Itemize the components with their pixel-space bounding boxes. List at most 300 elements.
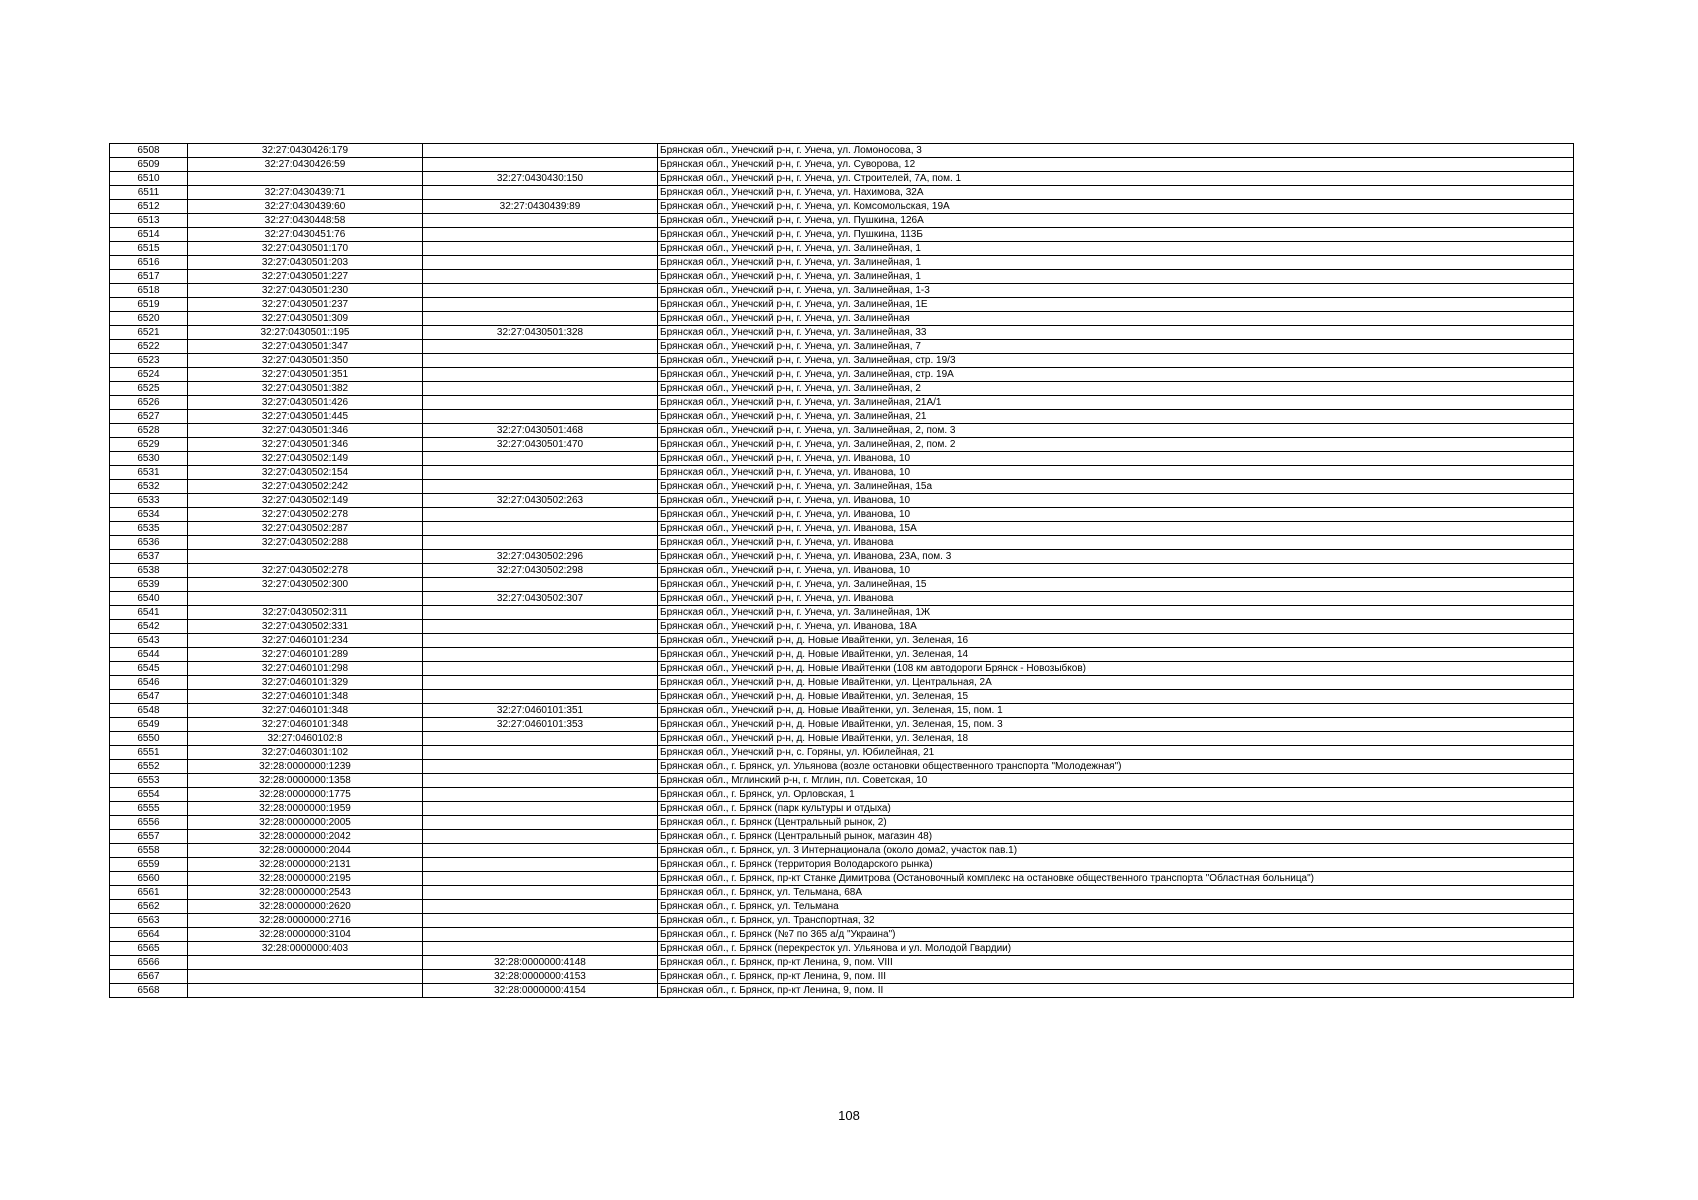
table-row: [110, 480, 1574, 494]
premises-cadastral-number-cell: [423, 452, 658, 466]
address-cell: Брянская обл., г. Брянск (перекресток ул. Ульянова и ул. Молодой Гвардии): [658, 942, 1574, 956]
table-row: [110, 214, 1574, 228]
cadastral-number-cell: 32:27:0430448:58: [188, 214, 423, 228]
premises-cadastral-number-cell: [423, 508, 658, 522]
premises-cadastral-number-cell: [423, 900, 658, 914]
address-cell: Брянская обл., Унечский р-н, г. Унеча, ул. Залинейная, стр. 19А: [658, 368, 1574, 382]
address-cell: Брянская обл., г. Брянск, ул. Тельмана: [658, 900, 1574, 914]
cadastral-number-cell: 32:27:0430501:237: [188, 298, 423, 312]
premises-cadastral-number-cell: [423, 760, 658, 774]
address-cell: Брянская обл., Унечский р-н, г. Унеча, ул. Нахимова, 32А: [658, 186, 1574, 200]
table-row: [110, 592, 1574, 606]
row-number-cell: 6548: [110, 704, 188, 718]
address-cell: Брянская обл., Унечский р-н, г. Унеча, ул. Пушкина, 113Б: [658, 228, 1574, 242]
premises-cadastral-number-cell: 32:27:0430501:328: [423, 326, 658, 340]
row-number-cell: 6550: [110, 732, 188, 746]
table-row: [110, 438, 1574, 452]
address-cell: Брянская обл., Унечский р-н, г. Унеча, ул. Залинейная, стр. 19/3: [658, 354, 1574, 368]
cadastral-number-cell: 32:27:0430501:350: [188, 354, 423, 368]
cadastral-number-cell: 32:28:0000000:3104: [188, 928, 423, 942]
row-number-cell: 6512: [110, 200, 188, 214]
row-number-cell: 6516: [110, 256, 188, 270]
premises-cadastral-number-cell: [423, 368, 658, 382]
row-number-cell: 6533: [110, 494, 188, 508]
registry-table: [109, 143, 1574, 998]
row-number-cell: 6524: [110, 368, 188, 382]
row-number-cell: 6547: [110, 690, 188, 704]
table-row: [110, 564, 1574, 578]
premises-cadastral-number-cell: [423, 802, 658, 816]
address-cell: Брянская обл., г. Брянск, ул. Тельмана, 68А: [658, 886, 1574, 900]
cadastral-number-cell: 32:28:0000000:403: [188, 942, 423, 956]
table-row: [110, 172, 1574, 186]
premises-cadastral-number-cell: [423, 872, 658, 886]
cadastral-number-cell: 32:28:0000000:2543: [188, 886, 423, 900]
row-number-cell: 6510: [110, 172, 188, 186]
premises-cadastral-number-cell: [423, 732, 658, 746]
address-cell: Брянская обл., Унечский р-н, с. Горяны, ул. Юбилейная, 21: [658, 746, 1574, 760]
address-cell: Брянская обл., Унечский р-н, г. Унеча, ул. Строителей, 7А, пом. 1: [658, 172, 1574, 186]
premises-cadastral-number-cell: 32:27:0430502:296: [423, 550, 658, 564]
table-row: [110, 550, 1574, 564]
table-row: [110, 494, 1574, 508]
premises-cadastral-number-cell: [423, 284, 658, 298]
premises-cadastral-number-cell: [423, 648, 658, 662]
cadastral-number-cell: 32:28:0000000:2195: [188, 872, 423, 886]
address-cell: Брянская обл., Унечский р-н, г. Унеча, ул. Иванова, 10: [658, 508, 1574, 522]
row-number-cell: 6534: [110, 508, 188, 522]
address-cell: Брянская обл., Унечский р-н, г. Унеча, ул. Иванова, 15А: [658, 522, 1574, 536]
address-cell: Брянская обл., Унечский р-н, г. Унеча, ул. Залинейная, 21: [658, 410, 1574, 424]
cadastral-number-cell: 32:27:0430501:203: [188, 256, 423, 270]
row-number-cell: 6526: [110, 396, 188, 410]
table-row: [110, 228, 1574, 242]
premises-cadastral-number-cell: [423, 676, 658, 690]
table-row: [110, 312, 1574, 326]
cadastral-number-cell: 32:28:0000000:1959: [188, 802, 423, 816]
premises-cadastral-number-cell: 32:27:0430439:89: [423, 200, 658, 214]
row-number-cell: 6558: [110, 844, 188, 858]
cadastral-number-cell: 32:27:0460101:348: [188, 718, 423, 732]
row-number-cell: 6525: [110, 382, 188, 396]
premises-cadastral-number-cell: [423, 578, 658, 592]
table-row: [110, 424, 1574, 438]
premises-cadastral-number-cell: [423, 634, 658, 648]
cadastral-number-cell: 32:27:0430501:309: [188, 312, 423, 326]
premises-cadastral-number-cell: [423, 270, 658, 284]
table-row: [110, 396, 1574, 410]
row-number-cell: 6562: [110, 900, 188, 914]
address-cell: Брянская обл., Унечский р-н, г. Унеча, ул. Залинейная, 1: [658, 270, 1574, 284]
row-number-cell: 6509: [110, 158, 188, 172]
cadastral-number-cell: 32:27:0430501:170: [188, 242, 423, 256]
address-cell: Брянская обл., Мглинский р-н, г. Мглин, пл. Советская, 10: [658, 774, 1574, 788]
table-row: [110, 690, 1574, 704]
row-number-cell: 6513: [110, 214, 188, 228]
row-number-cell: 6543: [110, 634, 188, 648]
table-row: [110, 914, 1574, 928]
address-cell: Брянская обл., Унечский р-н, г. Унеча, ул. Иванова, 10: [658, 452, 1574, 466]
cadastral-number-cell: 32:27:0430501:346: [188, 438, 423, 452]
table-row: [110, 382, 1574, 396]
table-row: [110, 830, 1574, 844]
row-number-cell: 6564: [110, 928, 188, 942]
premises-cadastral-number-cell: [423, 144, 658, 158]
cadastral-number-cell: 32:27:0430439:60: [188, 200, 423, 214]
table-row: [110, 158, 1574, 172]
cadastral-number-cell: 32:27:0430501::195: [188, 326, 423, 340]
address-cell: Брянская обл., Унечский р-н, д. Новые Ивайтенки, ул. Зеленая, 14: [658, 648, 1574, 662]
address-cell: Брянская обл., г. Брянск (территория Володарского рынка): [658, 858, 1574, 872]
table-row: [110, 956, 1574, 970]
row-number-cell: 6554: [110, 788, 188, 802]
table-row: [110, 242, 1574, 256]
address-cell: Брянская обл., г. Брянск, ул. Ульянова (возле остановки общественного транспорта "Молодежная"): [658, 760, 1574, 774]
row-number-cell: 6536: [110, 536, 188, 550]
premises-cadastral-number-cell: [423, 886, 658, 900]
address-cell: Брянская обл., Унечский р-н, г. Унеча, ул. Залинейная, 1-3: [658, 284, 1574, 298]
table-row: [110, 452, 1574, 466]
premises-cadastral-number-cell: 32:28:0000000:4154: [423, 984, 658, 998]
premises-cadastral-number-cell: 32:27:0430430:150: [423, 172, 658, 186]
cadastral-number-cell: 32:28:0000000:2131: [188, 858, 423, 872]
row-number-cell: 6519: [110, 298, 188, 312]
address-cell: Брянская обл., Унечский р-н, г. Унеча, ул. Залинейная, 7: [658, 340, 1574, 354]
address-cell: Брянская обл., Унечский р-н, г. Унеча, ул. Залинейная, 15: [658, 578, 1574, 592]
row-number-cell: 6521: [110, 326, 188, 340]
cadastral-number-cell: 32:27:0460101:348: [188, 690, 423, 704]
premises-cadastral-number-cell: [423, 466, 658, 480]
cadastral-number-cell: 32:27:0430501:230: [188, 284, 423, 298]
premises-cadastral-number-cell: [423, 942, 658, 956]
cadastral-number-cell: 32:27:0430502:287: [188, 522, 423, 536]
table-row: [110, 256, 1574, 270]
premises-cadastral-number-cell: 32:27:0430502:263: [423, 494, 658, 508]
cadastral-number-cell: 32:27:0460301:102: [188, 746, 423, 760]
table-row: [110, 648, 1574, 662]
address-cell: Брянская обл., г. Брянск, пр-кт Станке Димитрова (Остановочный комплекс на остановке общественного транспорта "Областная больница"): [658, 872, 1574, 886]
table-row: [110, 508, 1574, 522]
cadastral-number-cell: 32:27:0430451:76: [188, 228, 423, 242]
row-number-cell: 6566: [110, 956, 188, 970]
premises-cadastral-number-cell: 32:27:0460101:353: [423, 718, 658, 732]
premises-cadastral-number-cell: [423, 858, 658, 872]
row-number-cell: 6565: [110, 942, 188, 956]
table-row: [110, 326, 1574, 340]
table-row: [110, 872, 1574, 886]
cadastral-number-cell: 32:27:0460102:8: [188, 732, 423, 746]
table-row: [110, 774, 1574, 788]
premises-cadastral-number-cell: [423, 788, 658, 802]
address-cell: Брянская обл., г. Брянск (парк культуры и отдыха): [658, 802, 1574, 816]
premises-cadastral-number-cell: [423, 914, 658, 928]
premises-cadastral-number-cell: [423, 354, 658, 368]
row-number-cell: 6538: [110, 564, 188, 578]
address-cell: Брянская обл., Унечский р-н, г. Унеча, ул. Иванова, 10: [658, 564, 1574, 578]
address-cell: Брянская обл., Унечский р-н, г. Унеча, ул. Иванова, 18А: [658, 620, 1574, 634]
row-number-cell: 6529: [110, 438, 188, 452]
address-cell: Брянская обл., г. Брянск, пр-кт Ленина, 9, пом. VIII: [658, 956, 1574, 970]
row-number-cell: 6561: [110, 886, 188, 900]
cadastral-number-cell: [188, 970, 423, 984]
premises-cadastral-number-cell: [423, 214, 658, 228]
address-cell: Брянская обл., Унечский р-н, д. Новые Ивайтенки, ул. Центральная, 2А: [658, 676, 1574, 690]
row-number-cell: 6520: [110, 312, 188, 326]
cadastral-number-cell: 32:27:0430502:149: [188, 494, 423, 508]
address-cell: Брянская обл., Унечский р-н, г. Унеча, ул. Залинейная, 2, пом. 3: [658, 424, 1574, 438]
address-cell: Брянская обл., Унечский р-н, д. Новые Ивайтенки, ул. Зеленая, 15, пом. 3: [658, 718, 1574, 732]
premises-cadastral-number-cell: [423, 340, 658, 354]
table-row: [110, 536, 1574, 550]
table-row: [110, 662, 1574, 676]
address-cell: Брянская обл., Унечский р-н, д. Новые Ивайтенки, ул. Зеленая, 16: [658, 634, 1574, 648]
premises-cadastral-number-cell: [423, 480, 658, 494]
cadastral-number-cell: [188, 172, 423, 186]
row-number-cell: 6518: [110, 284, 188, 298]
address-cell: Брянская обл., Унечский р-н, г. Унеча, ул. Суворова, 12: [658, 158, 1574, 172]
table-row: [110, 606, 1574, 620]
cadastral-number-cell: 32:27:0460101:298: [188, 662, 423, 676]
row-number-cell: 6544: [110, 648, 188, 662]
registry-table-body: [110, 144, 1574, 998]
row-number-cell: 6537: [110, 550, 188, 564]
table-row: [110, 802, 1574, 816]
row-number-cell: 6555: [110, 802, 188, 816]
cadastral-number-cell: 32:28:0000000:1239: [188, 760, 423, 774]
row-number-cell: 6514: [110, 228, 188, 242]
cadastral-number-cell: 32:27:0430501:351: [188, 368, 423, 382]
address-cell: Брянская обл., г. Брянск, ул. 3 Интернационала (около дома2, участок пав.1): [658, 844, 1574, 858]
cadastral-number-cell: 32:27:0430426:179: [188, 144, 423, 158]
address-cell: Брянская обл., г. Брянск (Центральный рынок, магазин 48): [658, 830, 1574, 844]
cadastral-number-cell: 32:28:0000000:2716: [188, 914, 423, 928]
cadastral-number-cell: 32:27:0460101:234: [188, 634, 423, 648]
premises-cadastral-number-cell: [423, 928, 658, 942]
row-number-cell: 6522: [110, 340, 188, 354]
premises-cadastral-number-cell: [423, 242, 658, 256]
cadastral-number-cell: 32:27:0430501:445: [188, 410, 423, 424]
row-number-cell: 6552: [110, 760, 188, 774]
premises-cadastral-number-cell: [423, 256, 658, 270]
cadastral-number-cell: [188, 592, 423, 606]
premises-cadastral-number-cell: [423, 690, 658, 704]
premises-cadastral-number-cell: 32:27:0430501:468: [423, 424, 658, 438]
cadastral-number-cell: 32:27:0430502:242: [188, 480, 423, 494]
table-row: [110, 368, 1574, 382]
premises-cadastral-number-cell: 32:27:0430502:307: [423, 592, 658, 606]
address-cell: Брянская обл., Унечский р-н, г. Унеча, ул. Залинейная, 15а: [658, 480, 1574, 494]
row-number-cell: 6545: [110, 662, 188, 676]
cadastral-number-cell: 32:28:0000000:1358: [188, 774, 423, 788]
row-number-cell: 6568: [110, 984, 188, 998]
cadastral-number-cell: 32:27:0460101:289: [188, 648, 423, 662]
address-cell: Брянская обл., Унечский р-н, г. Унеча, ул. Залинейная, 33: [658, 326, 1574, 340]
row-number-cell: 6559: [110, 858, 188, 872]
page-number: 108: [838, 1108, 860, 1123]
table-row: [110, 522, 1574, 536]
table-row: [110, 634, 1574, 648]
address-cell: Брянская обл., г. Брянск (Центральный рынок, 2): [658, 816, 1574, 830]
table-row: [110, 340, 1574, 354]
row-number-cell: 6511: [110, 186, 188, 200]
premises-cadastral-number-cell: [423, 830, 658, 844]
premises-cadastral-number-cell: [423, 410, 658, 424]
cadastral-number-cell: 32:27:0430502:331: [188, 620, 423, 634]
row-number-cell: 6553: [110, 774, 188, 788]
row-number-cell: 6557: [110, 830, 188, 844]
table-row: [110, 284, 1574, 298]
table-row: [110, 718, 1574, 732]
premises-cadastral-number-cell: 32:28:0000000:4153: [423, 970, 658, 984]
cadastral-number-cell: 32:28:0000000:2044: [188, 844, 423, 858]
table-row: [110, 816, 1574, 830]
row-number-cell: 6567: [110, 970, 188, 984]
address-cell: Брянская обл., Унечский р-н, г. Унеча, ул. Залинейная, 2: [658, 382, 1574, 396]
row-number-cell: 6560: [110, 872, 188, 886]
row-number-cell: 6508: [110, 144, 188, 158]
premises-cadastral-number-cell: [423, 662, 658, 676]
address-cell: Брянская обл., Унечский р-н, г. Унеча, ул. Залинейная, 1: [658, 242, 1574, 256]
cadastral-number-cell: 32:27:0430501:426: [188, 396, 423, 410]
address-cell: Брянская обл., Унечский р-н, д. Новые Ивайтенки, ул. Зеленая, 18: [658, 732, 1574, 746]
premises-cadastral-number-cell: [423, 774, 658, 788]
row-number-cell: 6546: [110, 676, 188, 690]
cadastral-number-cell: 32:28:0000000:1775: [188, 788, 423, 802]
address-cell: Брянская обл., Унечский р-н, д. Новые Ивайтенки (108 км автодороги Брянск - Новозыбков): [658, 662, 1574, 676]
table-row: [110, 298, 1574, 312]
cadastral-number-cell: 32:27:0430426:59: [188, 158, 423, 172]
address-cell: Брянская обл., Унечский р-н, г. Унеча, ул. Ломоносова, 3: [658, 144, 1574, 158]
cadastral-number-cell: 32:27:0460101:329: [188, 676, 423, 690]
row-number-cell: 6535: [110, 522, 188, 536]
premises-cadastral-number-cell: [423, 298, 658, 312]
table-row: [110, 844, 1574, 858]
table-row: [110, 620, 1574, 634]
address-cell: Брянская обл., г. Брянск, ул. Транспортная, 32: [658, 914, 1574, 928]
premises-cadastral-number-cell: [423, 536, 658, 550]
row-number-cell: 6531: [110, 466, 188, 480]
premises-cadastral-number-cell: 32:27:0460101:351: [423, 704, 658, 718]
address-cell: Брянская обл., Унечский р-н, г. Унеча, ул. Залинейная, 21А/1: [658, 396, 1574, 410]
table-row: [110, 732, 1574, 746]
premises-cadastral-number-cell: [423, 396, 658, 410]
row-number-cell: 6541: [110, 606, 188, 620]
premises-cadastral-number-cell: [423, 158, 658, 172]
cadastral-number-cell: 32:27:0460101:348: [188, 704, 423, 718]
table-row: [110, 746, 1574, 760]
table-row: [110, 578, 1574, 592]
address-cell: Брянская обл., Унечский р-н, д. Новые Ивайтенки, ул. Зеленая, 15, пом. 1: [658, 704, 1574, 718]
row-number-cell: 6549: [110, 718, 188, 732]
cadastral-number-cell: 32:27:0430501:382: [188, 382, 423, 396]
premises-cadastral-number-cell: [423, 816, 658, 830]
cadastral-number-cell: 32:27:0430501:227: [188, 270, 423, 284]
row-number-cell: 6539: [110, 578, 188, 592]
address-cell: Брянская обл., Унечский р-н, г. Унеча, ул. Иванова, 10: [658, 494, 1574, 508]
row-number-cell: 6542: [110, 620, 188, 634]
table-row: [110, 186, 1574, 200]
premises-cadastral-number-cell: [423, 844, 658, 858]
table-row: [110, 984, 1574, 998]
table-row: [110, 970, 1574, 984]
cadastral-number-cell: 32:28:0000000:2005: [188, 816, 423, 830]
table-row: [110, 466, 1574, 480]
table-row: [110, 200, 1574, 214]
cadastral-number-cell: 32:27:0430502:300: [188, 578, 423, 592]
table-row: [110, 858, 1574, 872]
address-cell: Брянская обл., г. Брянск, пр-кт Ленина, 9, пом. III: [658, 970, 1574, 984]
premises-cadastral-number-cell: [423, 746, 658, 760]
cadastral-number-cell: 32:27:0430502:278: [188, 564, 423, 578]
row-number-cell: 6527: [110, 410, 188, 424]
address-cell: Брянская обл., Унечский р-н, г. Унеча, ул. Иванова: [658, 536, 1574, 550]
premises-cadastral-number-cell: [423, 228, 658, 242]
cadastral-number-cell: [188, 550, 423, 564]
premises-cadastral-number-cell: 32:27:0430502:298: [423, 564, 658, 578]
cadastral-number-cell: 32:27:0430439:71: [188, 186, 423, 200]
row-number-cell: 6528: [110, 424, 188, 438]
premises-cadastral-number-cell: [423, 186, 658, 200]
row-number-cell: 6563: [110, 914, 188, 928]
table-row: [110, 354, 1574, 368]
cadastral-number-cell: [188, 956, 423, 970]
cadastral-number-cell: 32:27:0430502:154: [188, 466, 423, 480]
cadastral-number-cell: [188, 984, 423, 998]
address-cell: Брянская обл., г. Брянск, пр-кт Ленина, 9, пом. II: [658, 984, 1574, 998]
address-cell: Брянская обл., Унечский р-н, г. Унеча, ул. Иванова, 23А, пом. 3: [658, 550, 1574, 564]
table-row: [110, 704, 1574, 718]
address-cell: Брянская обл., Унечский р-н, г. Унеча, ул. Залинейная, 1Ж: [658, 606, 1574, 620]
premises-cadastral-number-cell: [423, 606, 658, 620]
premises-cadastral-number-cell: [423, 312, 658, 326]
address-cell: Брянская обл., Унечский р-н, г. Унеча, ул. Пушкина, 126А: [658, 214, 1574, 228]
premises-cadastral-number-cell: 32:28:0000000:4148: [423, 956, 658, 970]
table-row: [110, 270, 1574, 284]
table-row: [110, 886, 1574, 900]
cadastral-number-cell: 32:27:0430501:347: [188, 340, 423, 354]
address-cell: Брянская обл., Унечский р-н, г. Унеча, ул. Залинейная, 1Е: [658, 298, 1574, 312]
address-cell: Брянская обл., Унечский р-н, г. Унеча, ул. Иванова: [658, 592, 1574, 606]
row-number-cell: 6530: [110, 452, 188, 466]
address-cell: Брянская обл., г. Брянск, ул. Орловская, 1: [658, 788, 1574, 802]
table-row: [110, 760, 1574, 774]
cadastral-number-cell: 32:28:0000000:2620: [188, 900, 423, 914]
table-row: [110, 942, 1574, 956]
premises-cadastral-number-cell: [423, 522, 658, 536]
cadastral-number-cell: 32:27:0430502:311: [188, 606, 423, 620]
row-number-cell: 6540: [110, 592, 188, 606]
table-row: [110, 788, 1574, 802]
table-row: [110, 676, 1574, 690]
premises-cadastral-number-cell: [423, 382, 658, 396]
table-row: [110, 410, 1574, 424]
address-cell: Брянская обл., Унечский р-н, г. Унеча, ул. Комсомольская, 19А: [658, 200, 1574, 214]
table-row: [110, 144, 1574, 158]
address-cell: Брянская обл., Унечский р-н, г. Унеча, ул. Иванова, 10: [658, 466, 1574, 480]
address-cell: Брянская обл., Унечский р-н, г. Унеча, ул. Залинейная, 1: [658, 256, 1574, 270]
cadastral-number-cell: 32:27:0430502:149: [188, 452, 423, 466]
address-cell: Брянская обл., Унечский р-н, г. Унеча, ул. Залинейная, 2, пом. 2: [658, 438, 1574, 452]
row-number-cell: 6517: [110, 270, 188, 284]
table-row: [110, 928, 1574, 942]
table-row: [110, 900, 1574, 914]
address-cell: Брянская обл., Унечский р-н, д. Новые Ивайтенки, ул. Зеленая, 15: [658, 690, 1574, 704]
row-number-cell: 6523: [110, 354, 188, 368]
row-number-cell: 6551: [110, 746, 188, 760]
cadastral-number-cell: 32:27:0430501:346: [188, 424, 423, 438]
cadastral-number-cell: 32:27:0430502:288: [188, 536, 423, 550]
cadastral-number-cell: 32:27:0430502:278: [188, 508, 423, 522]
